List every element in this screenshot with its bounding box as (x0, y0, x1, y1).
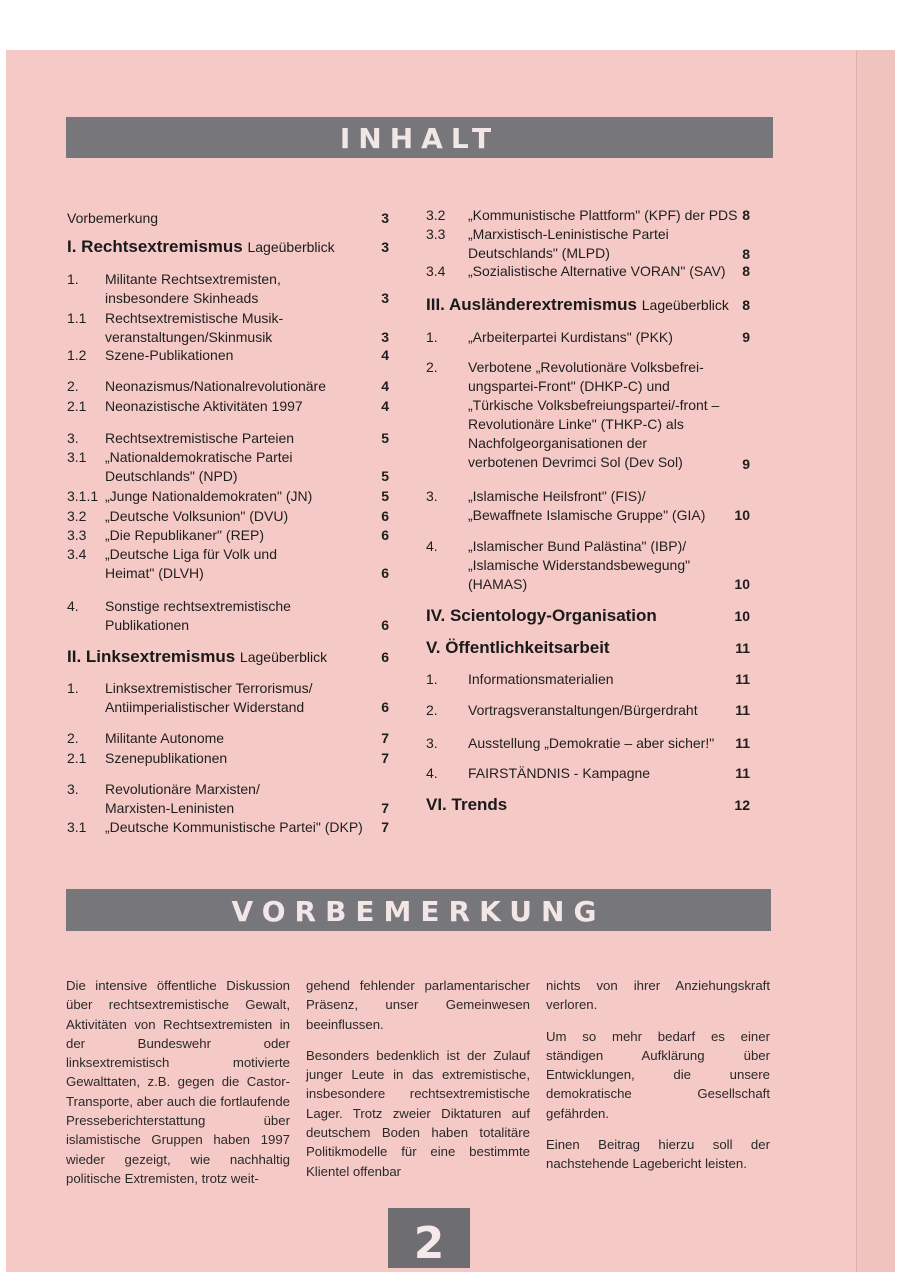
toc-entry[interactable]: 3. Revolutionäre Marxisten/ Marxisten-Leninisten 7 (67, 781, 389, 816)
paragraph: gehend fehlender parlamentarischer Präsenz, unser Gemeinwesen beeinflussen. (306, 978, 530, 1032)
paragraph: Die intensive öffentliche Diskussion über rechtsextremistische Gewalt, Aktivitäten von Rechtsextremisten in der Bundeswehr oder linksextremistisch motivierte Gewalttaten, z.B. gegen die Castor-Transporte, aber auch die fortlaufende Presseberichterstattung über islamistische Gruppen haben 1997 wieder gezeigt, wie nachhaltig politische Extremisten, trotz weit- (66, 978, 290, 1186)
paragraph: nichts von ihrer Anziehungskraft verloren. (546, 978, 770, 1013)
toc-entry[interactable]: 2. Verbotene „Revolutionäre Volksbefrei- ungspartei-Front" (DHKP-C) und „Türkische Volksbefreiungspartei/-front – Revolutionäre Linke" (THKP-C) als Nachfolgeorganisationen der verbotenen Devrimci Sol (Dev Sol) 9 (426, 359, 750, 472)
toc-entry[interactable]: 3.3 „Marxistisch-Leninistische Partei Deutschlands" (MLPD) 8 (426, 226, 750, 262)
vorbemerkung-column-1 (66, 976, 290, 1200)
toc-entry[interactable]: 1. Militante Rechtsextremisten, insbesondere Skinheads 3 (67, 271, 389, 306)
page-number: 2 (388, 1208, 470, 1268)
toc-entry[interactable]: 1. Linksextremistischer Terrorismus/ Antiimperialistischer Widerstand 6 (67, 680, 389, 715)
toc-entry[interactable]: 4. „Islamischer Bund Palästina" (IBP)/ „Islamische Widerstandsbewegung" (HAMAS) 10 (426, 538, 750, 592)
toc-section[interactable]: III. Ausländerextremismus Lageüberblick 8 (426, 295, 750, 314)
toc-section[interactable]: V. Öffentlichkeitsarbeit 11 (426, 638, 750, 657)
paper-edge (856, 50, 895, 1272)
paragraph: Einen Beitrag hierzu soll der nachstehende Lagebericht leisten. (546, 1137, 770, 1172)
toc-entry[interactable]: 4. Sonstige rechtsextremistische Publikationen 6 (67, 598, 389, 633)
paragraph: Um so mehr bedarf es einer ständigen Aufklärung über Entwicklungen, die unsere demokratische Gesellschaft gefährden. (546, 1028, 770, 1121)
toc-section[interactable]: VI. Trends 12 (426, 795, 750, 814)
toc-section[interactable]: I. Rechtsextremismus Lageüberblick 3 (67, 237, 389, 256)
toc-title: INHALT (66, 117, 773, 158)
vorbemerkung-column-3 (546, 976, 770, 1186)
toc-entry[interactable]: 3.4 „Deutsche Liga für Volk und Heimat" (DLVH) 6 (67, 546, 389, 581)
vorbemerkung-column-2 (306, 976, 530, 1193)
toc-entry[interactable]: 3.1 „Nationaldemokratische Partei Deutschlands" (NPD) 5 (67, 449, 389, 484)
paragraph: Besonders bedenklich ist der Zulauf junger Leute in das extremistische, insbesondere rechtsextremistische Lager. Trotz zweier Diktaturen auf deutschem Boden haben totalitäre Politikmodelle für eine bestimmte Klientel offenbar (306, 1047, 530, 1179)
toc-entry[interactable]: 1.1 Rechtsextremistische Musik- veranstaltungen/Skinmusik 3 (67, 310, 389, 345)
toc-section[interactable]: II. Linksextremismus Lageüberblick 6 (67, 647, 389, 666)
toc-entry[interactable]: 3. „Islamische Heilsfront" (FIS)/ „Bewaffnete Islamische Gruppe" (GIA) 10 (426, 488, 750, 523)
vorbemerkung-title: VORBEMERKUNG (66, 889, 771, 931)
toc-section[interactable]: IV. Scientology-Organisation 10 (426, 606, 750, 625)
